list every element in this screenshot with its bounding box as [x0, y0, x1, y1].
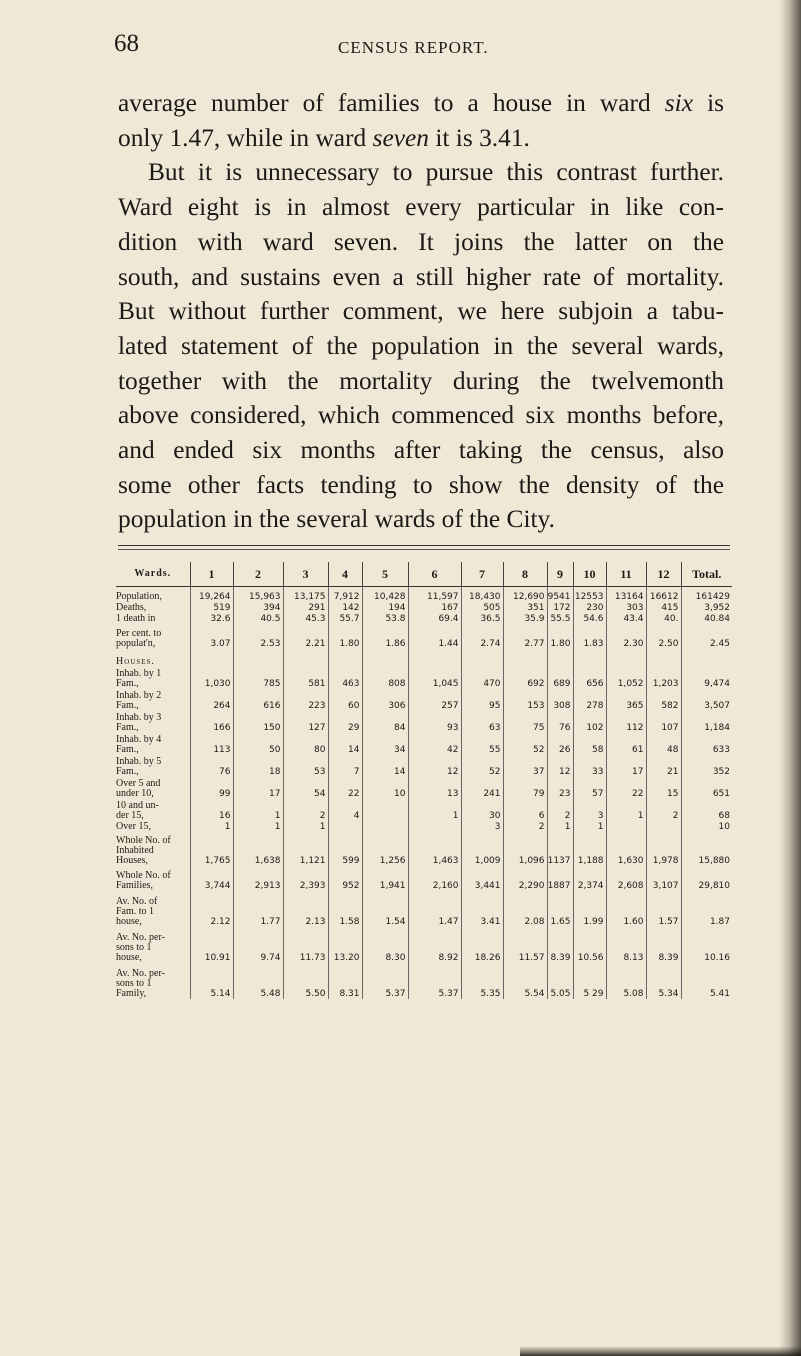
table-cell: 5.54	[503, 963, 547, 999]
table-cell: 1,052	[606, 667, 646, 689]
table-cell: 11,597	[408, 591, 461, 602]
table-cell: 2,608	[606, 866, 646, 891]
table-cell: 9,474	[681, 667, 732, 689]
table-cell: 1,978	[646, 832, 681, 866]
table-cell: 55.5	[547, 613, 573, 624]
table-cell: 167	[408, 602, 461, 613]
paragraph-2	[118, 155, 724, 537]
row-label: Inhab. by 1 Fam.,	[116, 668, 162, 689]
table-cell: 40.	[646, 613, 681, 624]
table-cell: 291	[283, 602, 328, 613]
table-cell: 42	[408, 733, 461, 755]
column-header: 6	[408, 562, 461, 587]
table-row	[116, 927, 732, 963]
text-line: some other facts tending to show the density of the	[118, 470, 724, 499]
text-line: lated statement of the population in the several wards,	[118, 331, 724, 360]
table-cell: 69.4	[408, 613, 461, 624]
table-cell: 241	[461, 777, 503, 799]
table-cell: 63	[461, 711, 503, 733]
column-header: 8	[503, 562, 547, 587]
table-cell: 1.83	[573, 624, 606, 649]
table-cell: 50	[233, 733, 283, 755]
row-label: 10 and un- der 15,	[116, 800, 159, 821]
row-label: Inhab. by 4 Fam.,	[116, 734, 162, 755]
table-cell: 1	[606, 799, 646, 821]
table-cell: 9541	[547, 591, 573, 602]
table-cell: 84	[362, 711, 408, 733]
table-cell: 3,441	[461, 866, 503, 891]
table-cell: 68	[681, 799, 732, 821]
table-cell: 5.48	[233, 963, 283, 999]
table-cell: 352	[681, 755, 732, 777]
table-cell: 230	[573, 602, 606, 613]
table-cell: 1,630	[606, 832, 646, 866]
table-cell: 7,912	[328, 591, 362, 602]
table-cell: 10.91	[190, 927, 233, 963]
table-cell: 60	[328, 689, 362, 711]
table-cell: 34	[362, 733, 408, 755]
row-label: Inhab. by 3 Fam.,	[116, 712, 162, 733]
page-bottom-shadow	[520, 1346, 801, 1356]
table-cell: 5.37	[362, 963, 408, 999]
page-edge-shadow	[779, 0, 801, 1356]
table-cell: 651	[681, 777, 732, 799]
table-cell: 80	[283, 733, 328, 755]
row-label: Whole No. of Inhabited Houses,	[116, 835, 171, 866]
table-cell: 26	[547, 733, 573, 755]
table-cell: 10,428	[362, 591, 408, 602]
body-text	[118, 86, 724, 537]
table-cell: 153	[503, 689, 547, 711]
table-row	[116, 711, 732, 733]
text-line: Ward eight is in almost every particular in like con-	[118, 193, 724, 222]
column-header: 7	[461, 562, 503, 587]
table-cell: 308	[547, 689, 573, 711]
text-line: But it is unnecessary to pursue this contrast further.	[148, 158, 724, 187]
table-row	[116, 963, 732, 999]
table-cell: 8.39	[646, 927, 681, 963]
table-cell: 16	[190, 799, 233, 821]
table-cell: 12	[408, 755, 461, 777]
table-cell: 55	[461, 733, 503, 755]
table-cell: 303	[606, 602, 646, 613]
table-cell: 1.99	[573, 891, 606, 927]
table-cell: 1,096	[503, 832, 547, 866]
table-cell: 2.12	[190, 891, 233, 927]
table-cell: 5 29	[573, 963, 606, 999]
table-cell: 5.37	[408, 963, 461, 999]
table-cell: 15	[646, 777, 681, 799]
table-cell: 14	[328, 733, 362, 755]
table-cell: 33	[573, 755, 606, 777]
table-cell: 2.53	[233, 624, 283, 649]
table-cell: 582	[646, 689, 681, 711]
table-cell: 10.56	[573, 927, 606, 963]
table-cell: 76	[547, 711, 573, 733]
table-cell: 52	[461, 755, 503, 777]
table-cell: 102	[573, 711, 606, 733]
table-row	[116, 613, 732, 624]
table-cell: 394	[233, 602, 283, 613]
table-cell: 4	[328, 799, 362, 821]
section-heading-row	[116, 649, 732, 667]
table-row	[116, 866, 732, 891]
paragraph-1	[118, 86, 724, 155]
table-cell: 257	[408, 689, 461, 711]
table-cell: 18,430	[461, 591, 503, 602]
table-cell: 52	[503, 733, 547, 755]
table-cell: 505	[461, 602, 503, 613]
table-cell: 3.07	[190, 624, 233, 649]
text-line: south, and sustains even a still higher rate of mortality.	[118, 262, 724, 291]
row-label: Deaths,	[116, 602, 147, 613]
table-cell: 1.54	[362, 891, 408, 927]
table-cell: 17	[233, 777, 283, 799]
table-cell: 1,184	[681, 711, 732, 733]
table-cell	[606, 821, 646, 832]
table-cell: 5.50	[283, 963, 328, 999]
table-cell: 1.58	[328, 891, 362, 927]
row-label: Inhab. by 5 Fam.,	[116, 756, 162, 777]
table-cell	[646, 821, 681, 832]
table-cell: 2.30	[606, 624, 646, 649]
table-cell: 1,121	[283, 832, 328, 866]
table-cell: 1.47	[408, 891, 461, 927]
table-cell: 5.08	[606, 963, 646, 999]
table-cell: 306	[362, 689, 408, 711]
table-cell: 17	[606, 755, 646, 777]
table-cell: 194	[362, 602, 408, 613]
table-cell: 13.20	[328, 927, 362, 963]
table-cell: 2,160	[408, 866, 461, 891]
table-row	[116, 667, 732, 689]
table-cell: 1.80	[547, 624, 573, 649]
table-row	[116, 832, 732, 866]
ward-statistics-table	[116, 562, 732, 999]
table-cell: 45.3	[283, 613, 328, 624]
table-cell: 16612	[646, 591, 681, 602]
table-cell: 40.5	[233, 613, 283, 624]
table-cell: 3	[573, 799, 606, 821]
table-cell: 37	[503, 755, 547, 777]
column-header: Total.	[681, 562, 732, 587]
table-cell: 112	[606, 711, 646, 733]
table-cell: 3	[461, 821, 503, 832]
table-cell: 581	[283, 667, 328, 689]
table-cell: 14	[362, 755, 408, 777]
table-cell: 3,952	[681, 602, 732, 613]
table-cell: 2.08	[503, 891, 547, 927]
table-cell: 18	[233, 755, 283, 777]
table-cell	[328, 821, 362, 832]
table-cell: 1,941	[362, 866, 408, 891]
table-cell: 223	[283, 689, 328, 711]
table-cell: 3.41	[461, 891, 503, 927]
table-cell: 5.34	[646, 963, 681, 999]
text-line: only 1.47, while in ward seven it is 3.41.	[118, 123, 530, 152]
row-label: Population,	[116, 591, 162, 602]
table-row	[116, 891, 732, 927]
table-cell: 3,107	[646, 866, 681, 891]
table-cell: 1.60	[606, 891, 646, 927]
table-cell: 9.74	[233, 927, 283, 963]
text-line: But without further comment, we here subjoin a tabu-	[118, 297, 724, 326]
table-cell: 1	[283, 821, 328, 832]
table-cell: 15,963	[233, 591, 283, 602]
table-cell: 10	[362, 777, 408, 799]
table-cell: 150	[233, 711, 283, 733]
table-cell: 1887	[547, 866, 573, 891]
column-header: 10	[573, 562, 606, 587]
table-cell: 13	[408, 777, 461, 799]
row-label: Whole No. of Families,	[116, 870, 171, 891]
table-cell: 40.84	[681, 613, 732, 624]
table-cell: 1,030	[190, 667, 233, 689]
row-label: Av. No. per- sons to 1 house,	[116, 932, 165, 963]
table-top-rule	[118, 545, 730, 546]
table-cell: 3,744	[190, 866, 233, 891]
table-cell: 1.77	[233, 891, 283, 927]
text-line: and ended six months after taking the census, also	[118, 436, 724, 465]
table-cell: 692	[503, 667, 547, 689]
table-cell: 470	[461, 667, 503, 689]
column-header: 3	[283, 562, 328, 587]
table-cell: 1,045	[408, 667, 461, 689]
column-header: 2	[233, 562, 283, 587]
table-cell: 7	[328, 755, 362, 777]
table-cell: 1.80	[328, 624, 362, 649]
table-cell: 5.35	[461, 963, 503, 999]
table-cell: 2.77	[503, 624, 547, 649]
table-cell: 113	[190, 733, 233, 755]
table-cell: 161429	[681, 591, 732, 602]
table-cell: 127	[283, 711, 328, 733]
table-cell: 48	[646, 733, 681, 755]
table-cell: 1	[233, 799, 283, 821]
section-heading: Houses.	[116, 656, 155, 667]
table-cell: 22	[328, 777, 362, 799]
table-cell: 1.87	[681, 891, 732, 927]
table-cell: 12553	[573, 591, 606, 602]
table-row	[116, 591, 732, 602]
table-cell: 1	[408, 799, 461, 821]
table-cell: 808	[362, 667, 408, 689]
table-cell: 166	[190, 711, 233, 733]
table-cell: 43.4	[606, 613, 646, 624]
table-cell: 19,264	[190, 591, 233, 602]
table-cell: 53	[283, 755, 328, 777]
table-cell: 8.92	[408, 927, 461, 963]
table-cell: 11.73	[283, 927, 328, 963]
table-cell: 2.74	[461, 624, 503, 649]
column-header: 12	[646, 562, 681, 587]
table-cell: 11.57	[503, 927, 547, 963]
table-cell: 519	[190, 602, 233, 613]
table-cell: 278	[573, 689, 606, 711]
table-cell: 54	[283, 777, 328, 799]
column-header: 11	[606, 562, 646, 587]
table-cell: 1.57	[646, 891, 681, 927]
table-top-rule-2	[118, 549, 730, 550]
table-cell: 18.26	[461, 927, 503, 963]
table-cell: 1	[190, 821, 233, 832]
table-cell: 35.9	[503, 613, 547, 624]
row-label: Over 15,	[116, 821, 151, 832]
table-cell: 2,290	[503, 866, 547, 891]
table-cell: 2.50	[646, 624, 681, 649]
table-cell: 12,690	[503, 591, 547, 602]
table-cell	[362, 821, 408, 832]
row-label: Av. No. per- sons to 1 Family,	[116, 968, 165, 999]
table-cell: 5.41	[681, 963, 732, 999]
table-cell: 365	[606, 689, 646, 711]
table-cell: 75	[503, 711, 547, 733]
table-cell: 12	[547, 755, 573, 777]
text-line: above considered, which commenced six months before,	[118, 401, 724, 430]
table-cell: 13,175	[283, 591, 328, 602]
table-row	[116, 624, 732, 649]
table-cell: 689	[547, 667, 573, 689]
table-cell: 8.31	[328, 963, 362, 999]
table-cell: 1,203	[646, 667, 681, 689]
table-cell: 79	[503, 777, 547, 799]
table-cell: 142	[328, 602, 362, 613]
table-cell: 785	[233, 667, 283, 689]
table-cell: 57	[573, 777, 606, 799]
table-cell: 1,188	[573, 832, 606, 866]
table-cell: 15,880	[681, 832, 732, 866]
table-row	[116, 755, 732, 777]
text-line: population in the several wards of the City.	[118, 505, 555, 534]
table-cell: 952	[328, 866, 362, 891]
table-cell: 30	[461, 799, 503, 821]
table-cell: 2,913	[233, 866, 283, 891]
table-cell: 10.16	[681, 927, 732, 963]
table-cell: 76	[190, 755, 233, 777]
row-label: Per cent. to populat'n,	[116, 628, 162, 649]
table-cell: 8.30	[362, 927, 408, 963]
table-cell: 32.6	[190, 613, 233, 624]
table-cell: 22	[606, 777, 646, 799]
row-label: Av. No. of Fam. to 1 house,	[116, 896, 158, 927]
table-cell: 1,765	[190, 832, 233, 866]
table-cell: 599	[328, 832, 362, 866]
table-row	[116, 799, 732, 821]
table-cell	[362, 799, 408, 821]
text-line: average number of families to a house in ward six is	[118, 89, 725, 117]
table-cell: 351	[503, 602, 547, 613]
table-cell: 29,810	[681, 866, 732, 891]
table-cell: 1,009	[461, 832, 503, 866]
table-cell: 13164	[606, 591, 646, 602]
row-label: Inhab. by 2 Fam.,	[116, 690, 162, 711]
column-header: 9	[547, 562, 573, 587]
table-cell: 99	[190, 777, 233, 799]
table-row	[116, 602, 732, 613]
table-cell: 93	[408, 711, 461, 733]
table-row	[116, 689, 732, 711]
text-line: together with the mortality during the twelvemonth	[118, 366, 724, 395]
table-cell: 633	[681, 733, 732, 755]
table-cell: 1.65	[547, 891, 573, 927]
table-cell: 264	[190, 689, 233, 711]
table-cell: 2,393	[283, 866, 328, 891]
table-header-row	[116, 562, 732, 587]
table-cell: 54.6	[573, 613, 606, 624]
table-cell: 5.14	[190, 963, 233, 999]
table-cell: 55.7	[328, 613, 362, 624]
table-row	[116, 821, 732, 832]
table-cell: 1.44	[408, 624, 461, 649]
table-cell: 656	[573, 667, 606, 689]
table-cell: 2	[547, 799, 573, 821]
table-cell: 1,638	[233, 832, 283, 866]
table-row	[116, 733, 732, 755]
column-header: 1	[190, 562, 233, 587]
column-header: Wards.	[116, 562, 190, 587]
table-cell: 2,374	[573, 866, 606, 891]
column-header: 5	[362, 562, 408, 587]
table-cell: 172	[547, 602, 573, 613]
table-cell: 5.05	[547, 963, 573, 999]
table-cell: 1137	[547, 832, 573, 866]
text-line: dition with ward seven. It joins the latter on the	[118, 227, 724, 256]
table-cell: 2	[283, 799, 328, 821]
page-number: 68	[114, 30, 139, 57]
table-cell: 8.13	[606, 927, 646, 963]
table-cell: 1	[547, 821, 573, 832]
table-cell: 3,507	[681, 689, 732, 711]
table-cell: 1	[573, 821, 606, 832]
table-cell: 463	[328, 667, 362, 689]
table-cell: 2.45	[681, 624, 732, 649]
row-label: 1 death in	[116, 613, 156, 624]
table-cell: 2	[503, 821, 547, 832]
table-cell: 21	[646, 755, 681, 777]
column-header: 4	[328, 562, 362, 587]
table-cell: 95	[461, 689, 503, 711]
table-cell: 53.8	[362, 613, 408, 624]
table-cell	[408, 821, 461, 832]
table-cell: 58	[573, 733, 606, 755]
table-cell: 1.86	[362, 624, 408, 649]
table-cell: 61	[606, 733, 646, 755]
table-cell: 107	[646, 711, 681, 733]
table-cell: 616	[233, 689, 283, 711]
table-cell: 1,463	[408, 832, 461, 866]
table-row	[116, 777, 732, 799]
table-cell: 29	[328, 711, 362, 733]
table-cell: 23	[547, 777, 573, 799]
table-cell: 1,256	[362, 832, 408, 866]
table-cell: 2.21	[283, 624, 328, 649]
table-cell: 36.5	[461, 613, 503, 624]
table-cell: 6	[503, 799, 547, 821]
table-cell: 8.39	[547, 927, 573, 963]
table-cell: 10	[681, 821, 732, 832]
table-cell: 2	[646, 799, 681, 821]
running-title: CENSUS REPORT.	[338, 38, 489, 57]
table-cell: 415	[646, 602, 681, 613]
table-cell: 1	[233, 821, 283, 832]
row-label: Over 5 and under 10,	[116, 778, 161, 799]
table-cell: 2.13	[283, 891, 328, 927]
